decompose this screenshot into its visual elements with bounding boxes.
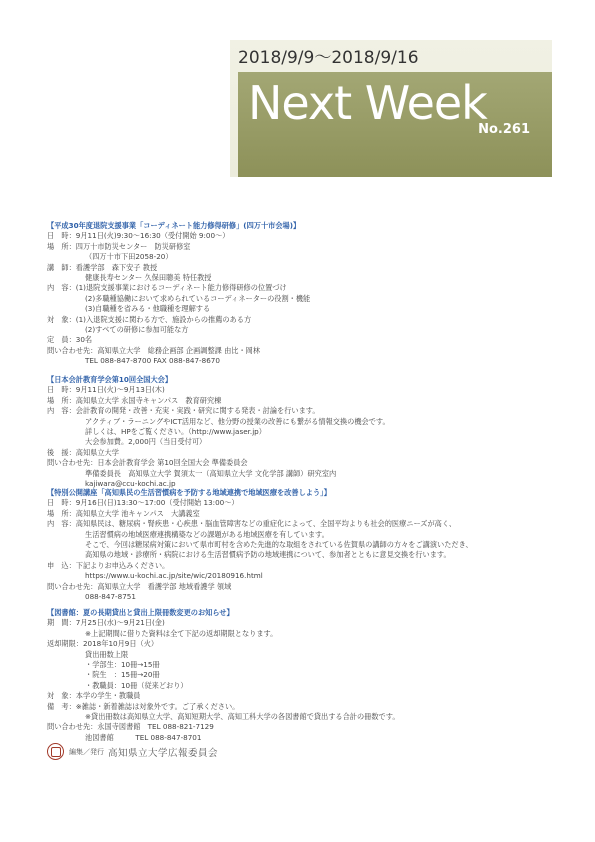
row-text: 永国寺図書館 TEL 088-821-7129 xyxy=(97,722,214,732)
row-label xyxy=(47,571,85,581)
row-label: 申 込 xyxy=(47,560,69,570)
info-row xyxy=(47,252,545,262)
section-title: 【日本会計教育学会第10回全国大会】 xyxy=(47,375,173,384)
section-title: 【図書館：夏の長期貸出と貸出上限冊数変更のお知らせ】 xyxy=(47,608,234,617)
info-row xyxy=(47,530,545,540)
info-row xyxy=(47,691,545,701)
row-text: 日本会計教育学会 第10回全国大会 準備委員会 xyxy=(97,458,248,468)
row-label xyxy=(47,304,85,314)
info-row xyxy=(47,273,545,283)
row-label: 内 容 xyxy=(47,283,69,293)
row-label xyxy=(47,670,85,680)
row-label: 返却期限 xyxy=(47,639,76,649)
row-separator: ： xyxy=(68,231,76,241)
info-row xyxy=(47,335,545,345)
row-separator: ： xyxy=(90,722,98,732)
info-row xyxy=(47,618,545,628)
info-row xyxy=(47,294,545,304)
row-label xyxy=(47,592,85,602)
row-text: ・学部生：10冊→15冊 xyxy=(85,660,160,670)
row-text: 貸出冊数上限 xyxy=(85,649,129,659)
row-text: 9月11日(火)～9月13日(木) xyxy=(75,385,165,395)
row-label xyxy=(47,550,85,560)
row-text: ※貸出冊数は高知県立大学、高知短期大学、高知工科大学の各図書館で貸出する合計の冊数です。 xyxy=(85,712,400,722)
info-row xyxy=(47,406,545,416)
issue-number: No.261 xyxy=(478,122,530,137)
info-row xyxy=(47,385,545,395)
info-row xyxy=(47,315,545,325)
row-separator: ： xyxy=(68,283,76,293)
row-text: (1)退院支援事業におけるコーディネート能力修得研修の位置づけ xyxy=(75,283,287,293)
row-label: 日 時 xyxy=(47,231,69,241)
row-label xyxy=(47,629,85,639)
info-row xyxy=(47,263,545,273)
row-separator: ： xyxy=(68,560,76,570)
info-row xyxy=(47,498,545,508)
row-label xyxy=(47,712,85,722)
row-text: kajiwara@ccu-kochi.ac.jp xyxy=(85,479,176,489)
row-separator: ： xyxy=(68,406,76,416)
row-text: 088-847-8751 xyxy=(85,592,136,602)
row-text: 会計教育の開発・改善・充実・実践・研究に関する発表・討論を行います。 xyxy=(75,406,320,416)
info-row xyxy=(47,561,545,571)
row-label: 日 時 xyxy=(47,498,69,508)
info-row xyxy=(47,639,545,649)
row-label: 後 援 xyxy=(47,447,69,457)
row-text: https://www.u-kochi.ac.jp/site/wic/20180916.html xyxy=(85,571,263,581)
row-label xyxy=(47,540,85,550)
row-text: 7月25日(水)～9月21日(金) xyxy=(75,618,165,628)
row-text: 高知県立大学 総務企画部 企画調整課 由比・岡林 xyxy=(97,345,261,355)
row-text: (3)自職種を省みる・他職種を理解する xyxy=(85,304,211,314)
info-row xyxy=(47,702,545,712)
row-label xyxy=(47,437,85,447)
info-row xyxy=(47,458,545,468)
info-row xyxy=(47,540,545,550)
info-row xyxy=(47,304,545,314)
row-separator: ： xyxy=(68,447,76,457)
row-text: （四万十市下田2058-20） xyxy=(85,252,173,262)
row-label: 問い合わせ先 xyxy=(47,722,91,732)
publisher-name: 高知県立大学広報委員会 xyxy=(108,747,219,759)
newsletter-title: Next Week xyxy=(248,76,487,130)
section-title: 【特別公開講座「高知県民の生活習慣病を予防する地域連携で地域医療を改善しよう」】 xyxy=(47,488,331,497)
row-label: 備 考 xyxy=(47,701,69,711)
section-title: 【平成30年度退院支援事業「コーディネート能力修得研修」(四万十市会場)】 xyxy=(47,221,301,230)
row-separator: ： xyxy=(68,241,76,251)
row-label: 問い合わせ先 xyxy=(47,345,91,355)
row-text: 大会参加費。2,000円（当日受付可） xyxy=(85,437,207,447)
row-label: 場 所 xyxy=(47,508,69,518)
info-row xyxy=(47,469,545,479)
row-text: 本学の学生・教職員 xyxy=(75,691,141,701)
date-range: 2018/9/9～2018/9/16 xyxy=(238,48,419,68)
row-separator: ： xyxy=(68,335,76,345)
row-text: 詳しくは、HPをご覧ください。（http://www.jaser.jp） xyxy=(85,427,266,437)
info-row xyxy=(47,582,545,592)
row-separator: ： xyxy=(68,385,76,395)
row-label xyxy=(47,650,85,660)
row-text: (2)多職種協働において求められているコーディネーターの役割・機能 xyxy=(85,293,311,303)
info-row xyxy=(47,712,545,722)
info-row xyxy=(47,681,545,691)
row-text: そこで、今回は糖尿病対策において県市町村を含めた先進的な取組をされている佐賀県の講師の方々をご講演いただき、 xyxy=(85,540,473,550)
row-text: 生活習慣病の地域医療連携構築などの課題がある地域医療を有しています。 xyxy=(85,529,329,539)
row-text: 高知県立大学 池キャンパス 大講義室 xyxy=(75,508,200,518)
row-separator: ： xyxy=(68,508,76,518)
row-text: 看護学部 森下安子 教授 xyxy=(75,262,158,272)
info-row xyxy=(47,629,545,639)
info-row xyxy=(47,550,545,560)
row-separator: ： xyxy=(90,345,98,355)
row-separator: ： xyxy=(68,498,76,508)
row-label xyxy=(47,417,85,427)
row-label xyxy=(47,273,85,283)
row-text: 高知県民は、糖尿病・腎疾患・心疾患・脳血管障害などの重症化によって、全国平均よりも社会的医療ニーズが高く、 xyxy=(75,519,457,529)
row-label xyxy=(47,427,85,437)
row-text: TEL 088-847-8700 FAX 088-847-8670 xyxy=(85,356,220,366)
info-row xyxy=(47,519,545,529)
row-text: ・教職員：10冊（従来どおり） xyxy=(85,680,188,690)
row-separator: ： xyxy=(90,581,98,591)
event-section-coordinator-training xyxy=(47,221,545,367)
row-label xyxy=(47,356,85,366)
row-label xyxy=(47,530,85,540)
row-text: 9月16日(日)13:30～17:00（受付開始 13:00～） xyxy=(75,498,239,508)
info-row xyxy=(47,346,545,356)
row-text: 健康長寿センター 久保田聰美 特任教授 xyxy=(85,273,212,283)
row-label: 問い合わせ先 xyxy=(47,581,91,591)
row-text: 高知県立大学 看護学部 地域看護学 領域 xyxy=(97,581,232,591)
row-label: 内 容 xyxy=(47,406,69,416)
row-label xyxy=(47,325,85,335)
row-separator: ： xyxy=(75,639,83,649)
info-row xyxy=(47,670,545,680)
row-separator: ： xyxy=(68,701,76,711)
row-text: (2)すべての研修に参加可能な方 xyxy=(85,325,189,335)
row-separator: ： xyxy=(68,519,76,529)
info-row xyxy=(47,396,545,406)
row-label xyxy=(47,681,85,691)
footer xyxy=(47,743,218,760)
event-section-public-lecture xyxy=(47,488,545,602)
row-separator: ： xyxy=(68,395,76,405)
row-text: ※雑誌・新着雑誌は対象外です。ご了承ください。 xyxy=(75,701,240,711)
info-row xyxy=(47,325,545,335)
row-label: 問い合わせ先 xyxy=(47,458,91,468)
row-label xyxy=(47,469,85,479)
info-row xyxy=(47,571,545,581)
row-text: 池図書館 TEL 088-847-8701 xyxy=(85,732,202,742)
row-label xyxy=(47,660,85,670)
info-row xyxy=(47,650,545,660)
info-row xyxy=(47,427,545,437)
row-text: 下記よりお申込みください。 xyxy=(75,560,170,570)
row-separator: ： xyxy=(68,618,76,628)
row-text: 30名 xyxy=(75,335,93,345)
row-text: 準備委員長 高知県立大学 賀須太一（高知県立大学 文化学部 講師）研究室内 xyxy=(85,468,337,478)
event-section-accounting-conference xyxy=(47,375,545,489)
row-label: 定 員 xyxy=(47,335,69,345)
row-separator: ： xyxy=(68,691,76,701)
row-separator: ： xyxy=(90,458,98,468)
row-text: 高知県の地域・診療所・病院における生活習慣病予防の地域連携について、参加者とともに意見交換を行います。 xyxy=(85,550,451,560)
row-text: 2018年10月9日（火） xyxy=(82,639,159,649)
row-label: 講 師 xyxy=(47,262,69,272)
row-separator: ： xyxy=(68,314,76,324)
info-row xyxy=(47,592,545,602)
info-row xyxy=(47,356,545,366)
event-section-library-notice xyxy=(47,608,545,743)
row-label xyxy=(47,733,85,743)
info-row xyxy=(47,283,545,293)
footer-label: 編集／発行 xyxy=(69,747,104,756)
info-row xyxy=(47,437,545,447)
university-seal-icon xyxy=(47,743,64,760)
info-row xyxy=(47,660,545,670)
row-text: 高知県立大学 永国寺キャンパス 教育研究棟 xyxy=(75,395,222,405)
info-row xyxy=(47,448,545,458)
row-text: 高知県立大学 xyxy=(75,447,119,457)
row-text: (1)入退院支援に関わる方で、施設からの推薦のある方 xyxy=(75,314,252,324)
info-row xyxy=(47,242,545,252)
row-text: ・院生 ：15冊→20冊 xyxy=(85,670,160,680)
row-label: 対 象 xyxy=(47,691,69,701)
row-label: 内 容 xyxy=(47,519,69,529)
info-row xyxy=(47,722,545,732)
row-label: 日 時 xyxy=(47,385,69,395)
info-row xyxy=(47,733,545,743)
row-text: 9月11日(火)9:30～16:30（受付開始 9:00～） xyxy=(75,231,230,241)
row-label: 場 所 xyxy=(47,241,69,251)
row-label xyxy=(47,252,85,262)
info-row xyxy=(47,417,545,427)
row-label: 期 間 xyxy=(47,618,69,628)
info-row xyxy=(47,231,545,241)
row-text: アクティブ・ラーニングやICT活用など、他分野の授業の改善にも繋がる情報交換の機会です。 xyxy=(85,416,390,426)
row-label xyxy=(47,294,85,304)
row-text: 四万十市防災センター 防災研修室 xyxy=(75,241,191,251)
row-label: 場 所 xyxy=(47,395,69,405)
row-separator: ： xyxy=(68,262,76,272)
row-text: ※上記期間に借りた資料は全て下記の返却期限となります。 xyxy=(85,628,278,638)
info-row xyxy=(47,509,545,519)
row-label: 対 象 xyxy=(47,314,69,324)
